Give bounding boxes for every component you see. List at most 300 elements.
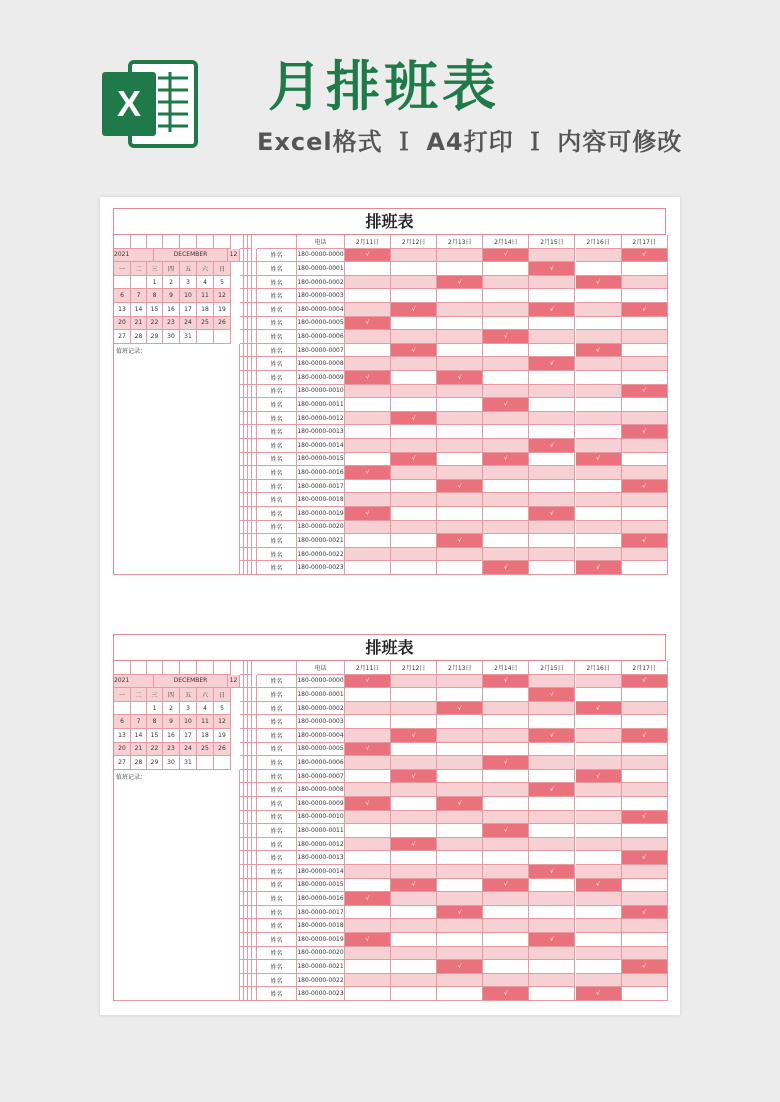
shift-cell[interactable] xyxy=(437,493,483,507)
shift-cell[interactable] xyxy=(437,357,483,371)
shift-cell[interactable] xyxy=(345,879,391,893)
shift-cell[interactable] xyxy=(437,838,483,852)
shift-cell[interactable] xyxy=(483,947,529,961)
shift-cell[interactable] xyxy=(529,371,575,385)
shift-cell[interactable]: √ xyxy=(529,729,575,743)
shift-cell[interactable] xyxy=(391,987,437,1001)
shift-cell[interactable] xyxy=(345,303,391,317)
shift-cell[interactable] xyxy=(391,534,437,548)
shift-cell[interactable] xyxy=(345,548,391,562)
shift-cell[interactable] xyxy=(483,715,529,729)
shift-cell[interactable] xyxy=(437,548,483,562)
shift-cell[interactable]: √ xyxy=(622,675,668,689)
shift-cell[interactable] xyxy=(622,783,668,797)
shift-cell[interactable] xyxy=(622,289,668,303)
shift-cell[interactable] xyxy=(391,493,437,507)
shift-cell[interactable] xyxy=(437,851,483,865)
shift-cell[interactable] xyxy=(576,385,622,399)
notes-area[interactable] xyxy=(114,770,240,1001)
shift-cell[interactable] xyxy=(483,729,529,743)
shift-cell[interactable]: √ xyxy=(345,675,391,689)
shift-cell[interactable] xyxy=(483,493,529,507)
shift-cell[interactable] xyxy=(437,289,483,303)
shift-cell[interactable] xyxy=(437,811,483,825)
shift-cell[interactable] xyxy=(622,317,668,331)
shift-cell[interactable] xyxy=(437,715,483,729)
shift-cell[interactable]: √ xyxy=(391,770,437,784)
shift-cell[interactable] xyxy=(483,548,529,562)
shift-cell[interactable] xyxy=(576,303,622,317)
shift-cell[interactable]: √ xyxy=(345,797,391,811)
shift-cell[interactable] xyxy=(529,879,575,893)
shift-cell[interactable]: √ xyxy=(576,344,622,358)
shift-cell[interactable] xyxy=(576,919,622,933)
shift-cell[interactable] xyxy=(483,412,529,426)
shift-cell[interactable]: √ xyxy=(622,729,668,743)
shift-cell[interactable] xyxy=(391,688,437,702)
shift-cell[interactable] xyxy=(529,987,575,1001)
shift-cell[interactable]: √ xyxy=(529,783,575,797)
shift-cell[interactable] xyxy=(345,838,391,852)
shift-cell[interactable] xyxy=(345,521,391,535)
shift-cell[interactable] xyxy=(345,715,391,729)
shift-cell[interactable] xyxy=(576,534,622,548)
shift-cell[interactable] xyxy=(391,249,437,263)
shift-cell[interactable] xyxy=(622,770,668,784)
shift-cell[interactable] xyxy=(345,357,391,371)
shift-cell[interactable] xyxy=(345,412,391,426)
shift-cell[interactable] xyxy=(529,289,575,303)
shift-cell[interactable] xyxy=(622,330,668,344)
shift-cell[interactable] xyxy=(391,851,437,865)
shift-cell[interactable] xyxy=(437,330,483,344)
shift-cell[interactable]: √ xyxy=(576,987,622,1001)
shift-cell[interactable] xyxy=(529,480,575,494)
shift-cell[interactable] xyxy=(529,249,575,263)
shift-cell[interactable] xyxy=(576,412,622,426)
shift-cell[interactable] xyxy=(576,729,622,743)
shift-cell[interactable] xyxy=(391,371,437,385)
shift-cell[interactable] xyxy=(576,933,622,947)
shift-cell[interactable] xyxy=(391,974,437,988)
shift-cell[interactable] xyxy=(483,906,529,920)
shift-cell[interactable] xyxy=(345,480,391,494)
shift-cell[interactable] xyxy=(437,303,483,317)
shift-cell[interactable] xyxy=(529,743,575,757)
shift-cell[interactable] xyxy=(622,974,668,988)
shift-cell[interactable]: √ xyxy=(529,933,575,947)
shift-cell[interactable] xyxy=(529,412,575,426)
shift-cell[interactable]: √ xyxy=(622,249,668,263)
shift-cell[interactable] xyxy=(345,276,391,290)
shift-cell[interactable]: √ xyxy=(437,480,483,494)
shift-cell[interactable] xyxy=(483,783,529,797)
shift-cell[interactable] xyxy=(529,797,575,811)
shift-cell[interactable] xyxy=(529,534,575,548)
shift-cell[interactable] xyxy=(483,838,529,852)
shift-cell[interactable] xyxy=(483,811,529,825)
shift-cell[interactable] xyxy=(622,743,668,757)
shift-cell[interactable] xyxy=(391,548,437,562)
shift-cell[interactable] xyxy=(576,797,622,811)
shift-cell[interactable] xyxy=(437,521,483,535)
shift-cell[interactable] xyxy=(437,688,483,702)
shift-cell[interactable]: √ xyxy=(437,702,483,716)
shift-cell[interactable] xyxy=(622,756,668,770)
shift-cell[interactable] xyxy=(391,521,437,535)
shift-cell[interactable] xyxy=(529,851,575,865)
shift-cell[interactable]: √ xyxy=(345,249,391,263)
shift-cell[interactable] xyxy=(622,344,668,358)
shift-cell[interactable] xyxy=(437,974,483,988)
shift-cell[interactable] xyxy=(345,425,391,439)
shift-cell[interactable]: √ xyxy=(622,811,668,825)
shift-cell[interactable]: √ xyxy=(576,561,622,575)
shift-cell[interactable] xyxy=(483,262,529,276)
shift-cell[interactable] xyxy=(622,702,668,716)
shift-cell[interactable]: √ xyxy=(529,357,575,371)
shift-cell[interactable] xyxy=(576,715,622,729)
shift-cell[interactable]: √ xyxy=(437,276,483,290)
shift-cell[interactable] xyxy=(391,425,437,439)
shift-cell[interactable] xyxy=(345,398,391,412)
shift-cell[interactable] xyxy=(622,561,668,575)
shift-cell[interactable] xyxy=(483,317,529,331)
shift-cell[interactable]: √ xyxy=(345,743,391,757)
shift-cell[interactable]: √ xyxy=(345,317,391,331)
shift-cell[interactable] xyxy=(576,493,622,507)
shift-cell[interactable] xyxy=(483,534,529,548)
shift-cell[interactable]: √ xyxy=(622,960,668,974)
shift-cell[interactable]: √ xyxy=(437,906,483,920)
shift-cell[interactable] xyxy=(529,974,575,988)
shift-cell[interactable] xyxy=(345,534,391,548)
shift-cell[interactable]: √ xyxy=(483,756,529,770)
shift-cell[interactable] xyxy=(529,493,575,507)
shift-cell[interactable]: √ xyxy=(483,453,529,467)
shift-cell[interactable] xyxy=(391,276,437,290)
shift-cell[interactable] xyxy=(345,770,391,784)
shift-cell[interactable] xyxy=(622,715,668,729)
shift-cell[interactable] xyxy=(391,398,437,412)
shift-cell[interactable] xyxy=(529,906,575,920)
shift-cell[interactable] xyxy=(576,289,622,303)
shift-cell[interactable] xyxy=(437,879,483,893)
shift-cell[interactable]: √ xyxy=(345,371,391,385)
shift-cell[interactable] xyxy=(437,425,483,439)
shift-cell[interactable] xyxy=(483,439,529,453)
shift-cell[interactable] xyxy=(345,783,391,797)
shift-cell[interactable] xyxy=(483,743,529,757)
shift-cell[interactable] xyxy=(483,357,529,371)
shift-cell[interactable] xyxy=(529,675,575,689)
shift-cell[interactable] xyxy=(576,675,622,689)
shift-cell[interactable] xyxy=(529,317,575,331)
shift-cell[interactable] xyxy=(576,811,622,825)
shift-cell[interactable] xyxy=(529,330,575,344)
shift-cell[interactable] xyxy=(437,561,483,575)
shift-cell[interactable] xyxy=(345,919,391,933)
shift-cell[interactable] xyxy=(345,262,391,276)
shift-cell[interactable] xyxy=(483,466,529,480)
shift-cell[interactable]: √ xyxy=(622,425,668,439)
shift-cell[interactable] xyxy=(576,865,622,879)
shift-cell[interactable] xyxy=(391,480,437,494)
shift-cell[interactable]: √ xyxy=(576,879,622,893)
shift-cell[interactable] xyxy=(622,466,668,480)
shift-cell[interactable] xyxy=(622,838,668,852)
shift-cell[interactable]: √ xyxy=(345,892,391,906)
shift-cell[interactable] xyxy=(529,811,575,825)
shift-cell[interactable] xyxy=(529,947,575,961)
shift-cell[interactable] xyxy=(437,412,483,426)
shift-cell[interactable] xyxy=(576,425,622,439)
shift-cell[interactable] xyxy=(437,947,483,961)
shift-cell[interactable] xyxy=(345,960,391,974)
shift-cell[interactable] xyxy=(622,797,668,811)
shift-cell[interactable]: √ xyxy=(391,879,437,893)
shift-cell[interactable] xyxy=(437,729,483,743)
shift-cell[interactable] xyxy=(622,262,668,276)
shift-cell[interactable] xyxy=(391,675,437,689)
shift-cell[interactable] xyxy=(576,466,622,480)
shift-cell[interactable] xyxy=(391,783,437,797)
shift-cell[interactable] xyxy=(622,453,668,467)
shift-cell[interactable] xyxy=(576,960,622,974)
shift-cell[interactable] xyxy=(576,249,622,263)
shift-cell[interactable]: √ xyxy=(529,439,575,453)
shift-cell[interactable] xyxy=(622,865,668,879)
shift-cell[interactable] xyxy=(437,756,483,770)
shift-cell[interactable] xyxy=(391,797,437,811)
shift-cell[interactable] xyxy=(483,919,529,933)
shift-cell[interactable] xyxy=(622,933,668,947)
shift-cell[interactable] xyxy=(391,824,437,838)
shift-cell[interactable]: √ xyxy=(345,507,391,521)
shift-cell[interactable]: √ xyxy=(483,675,529,689)
shift-cell[interactable]: √ xyxy=(391,412,437,426)
shift-cell[interactable] xyxy=(391,507,437,521)
shift-cell[interactable]: √ xyxy=(437,797,483,811)
shift-cell[interactable] xyxy=(391,933,437,947)
shift-cell[interactable] xyxy=(345,974,391,988)
shift-cell[interactable] xyxy=(483,425,529,439)
shift-cell[interactable] xyxy=(622,371,668,385)
shift-cell[interactable]: √ xyxy=(622,534,668,548)
shift-cell[interactable] xyxy=(483,289,529,303)
shift-cell[interactable]: √ xyxy=(529,507,575,521)
shift-cell[interactable] xyxy=(345,865,391,879)
shift-cell[interactable] xyxy=(391,892,437,906)
shift-cell[interactable] xyxy=(437,398,483,412)
shift-cell[interactable] xyxy=(622,947,668,961)
shift-cell[interactable] xyxy=(437,987,483,1001)
shift-cell[interactable] xyxy=(529,960,575,974)
shift-cell[interactable] xyxy=(529,892,575,906)
shift-cell[interactable] xyxy=(437,317,483,331)
shift-cell[interactable] xyxy=(437,439,483,453)
shift-cell[interactable] xyxy=(345,824,391,838)
shift-cell[interactable]: √ xyxy=(483,398,529,412)
shift-cell[interactable] xyxy=(576,838,622,852)
shift-cell[interactable] xyxy=(391,439,437,453)
shift-cell[interactable] xyxy=(391,357,437,371)
shift-cell[interactable] xyxy=(622,824,668,838)
shift-cell[interactable] xyxy=(345,561,391,575)
shift-cell[interactable] xyxy=(391,743,437,757)
shift-cell[interactable] xyxy=(391,262,437,276)
shift-cell[interactable]: √ xyxy=(483,561,529,575)
shift-cell[interactable] xyxy=(345,811,391,825)
shift-cell[interactable] xyxy=(391,317,437,331)
shift-cell[interactable] xyxy=(483,480,529,494)
shift-cell[interactable] xyxy=(345,851,391,865)
shift-cell[interactable] xyxy=(437,675,483,689)
shift-cell[interactable] xyxy=(529,702,575,716)
shift-cell[interactable] xyxy=(483,960,529,974)
shift-cell[interactable] xyxy=(391,947,437,961)
shift-cell[interactable]: √ xyxy=(483,330,529,344)
shift-cell[interactable] xyxy=(391,330,437,344)
shift-cell[interactable] xyxy=(437,249,483,263)
shift-cell[interactable] xyxy=(529,521,575,535)
shift-cell[interactable]: √ xyxy=(576,453,622,467)
shift-cell[interactable] xyxy=(483,371,529,385)
shift-cell[interactable] xyxy=(437,824,483,838)
shift-cell[interactable] xyxy=(622,398,668,412)
shift-cell[interactable] xyxy=(576,357,622,371)
shift-cell[interactable] xyxy=(483,702,529,716)
shift-cell[interactable] xyxy=(529,715,575,729)
shift-cell[interactable] xyxy=(622,412,668,426)
shift-cell[interactable] xyxy=(576,783,622,797)
shift-cell[interactable] xyxy=(529,838,575,852)
shift-cell[interactable] xyxy=(529,548,575,562)
shift-cell[interactable] xyxy=(622,357,668,371)
shift-cell[interactable] xyxy=(483,797,529,811)
shift-cell[interactable] xyxy=(529,919,575,933)
shift-cell[interactable] xyxy=(576,548,622,562)
shift-cell[interactable]: √ xyxy=(529,688,575,702)
shift-cell[interactable] xyxy=(437,919,483,933)
shift-cell[interactable]: √ xyxy=(483,987,529,1001)
shift-cell[interactable]: √ xyxy=(576,770,622,784)
shift-cell[interactable] xyxy=(345,493,391,507)
shift-cell[interactable] xyxy=(437,385,483,399)
shift-cell[interactable] xyxy=(622,892,668,906)
shift-cell[interactable] xyxy=(345,344,391,358)
shift-cell[interactable]: √ xyxy=(483,824,529,838)
shift-cell[interactable] xyxy=(529,385,575,399)
shift-cell[interactable]: √ xyxy=(622,303,668,317)
shift-cell[interactable] xyxy=(529,466,575,480)
shift-cell[interactable] xyxy=(622,879,668,893)
shift-cell[interactable] xyxy=(576,521,622,535)
shift-cell[interactable] xyxy=(345,439,391,453)
shift-cell[interactable] xyxy=(391,561,437,575)
shift-cell[interactable] xyxy=(529,453,575,467)
shift-cell[interactable] xyxy=(622,987,668,1001)
shift-cell[interactable]: √ xyxy=(576,276,622,290)
shift-cell[interactable] xyxy=(576,824,622,838)
shift-cell[interactable] xyxy=(576,480,622,494)
shift-cell[interactable] xyxy=(576,851,622,865)
shift-cell[interactable] xyxy=(576,317,622,331)
shift-cell[interactable]: √ xyxy=(529,303,575,317)
shift-cell[interactable] xyxy=(483,865,529,879)
shift-cell[interactable] xyxy=(391,919,437,933)
shift-cell[interactable] xyxy=(437,507,483,521)
shift-cell[interactable] xyxy=(391,865,437,879)
shift-cell[interactable]: √ xyxy=(622,385,668,399)
shift-cell[interactable] xyxy=(622,276,668,290)
shift-cell[interactable] xyxy=(529,756,575,770)
shift-cell[interactable] xyxy=(437,344,483,358)
shift-cell[interactable]: √ xyxy=(437,371,483,385)
shift-cell[interactable] xyxy=(437,743,483,757)
shift-cell[interactable] xyxy=(437,770,483,784)
shift-cell[interactable] xyxy=(483,851,529,865)
shift-cell[interactable] xyxy=(576,398,622,412)
shift-cell[interactable] xyxy=(529,398,575,412)
shift-cell[interactable] xyxy=(622,507,668,521)
shift-cell[interactable] xyxy=(576,371,622,385)
shift-cell[interactable]: √ xyxy=(345,933,391,947)
shift-cell[interactable] xyxy=(622,493,668,507)
shift-cell[interactable]: √ xyxy=(391,453,437,467)
shift-cell[interactable] xyxy=(483,303,529,317)
shift-cell[interactable] xyxy=(391,811,437,825)
shift-cell[interactable] xyxy=(345,385,391,399)
shift-cell[interactable] xyxy=(622,521,668,535)
shift-cell[interactable] xyxy=(529,770,575,784)
shift-cell[interactable] xyxy=(576,688,622,702)
shift-cell[interactable] xyxy=(529,344,575,358)
shift-cell[interactable]: √ xyxy=(622,480,668,494)
shift-cell[interactable] xyxy=(483,892,529,906)
shift-cell[interactable]: √ xyxy=(622,906,668,920)
shift-cell[interactable] xyxy=(345,729,391,743)
shift-cell[interactable]: √ xyxy=(576,702,622,716)
shift-cell[interactable] xyxy=(576,330,622,344)
shift-cell[interactable]: √ xyxy=(437,534,483,548)
shift-cell[interactable] xyxy=(576,947,622,961)
shift-cell[interactable] xyxy=(437,933,483,947)
shift-cell[interactable] xyxy=(437,783,483,797)
shift-cell[interactable] xyxy=(345,330,391,344)
shift-cell[interactable]: √ xyxy=(345,466,391,480)
shift-cell[interactable] xyxy=(391,385,437,399)
shift-cell[interactable] xyxy=(437,262,483,276)
shift-cell[interactable] xyxy=(576,892,622,906)
shift-cell[interactable] xyxy=(576,756,622,770)
shift-cell[interactable] xyxy=(437,466,483,480)
shift-cell[interactable] xyxy=(622,919,668,933)
shift-cell[interactable] xyxy=(622,439,668,453)
shift-cell[interactable] xyxy=(483,521,529,535)
shift-cell[interactable] xyxy=(391,466,437,480)
shift-cell[interactable] xyxy=(483,507,529,521)
shift-cell[interactable] xyxy=(437,453,483,467)
shift-cell[interactable] xyxy=(391,289,437,303)
shift-cell[interactable] xyxy=(576,507,622,521)
shift-cell[interactable] xyxy=(391,906,437,920)
shift-cell[interactable]: √ xyxy=(622,851,668,865)
shift-cell[interactable] xyxy=(576,906,622,920)
shift-cell[interactable]: √ xyxy=(391,729,437,743)
shift-cell[interactable] xyxy=(576,974,622,988)
shift-cell[interactable] xyxy=(345,947,391,961)
